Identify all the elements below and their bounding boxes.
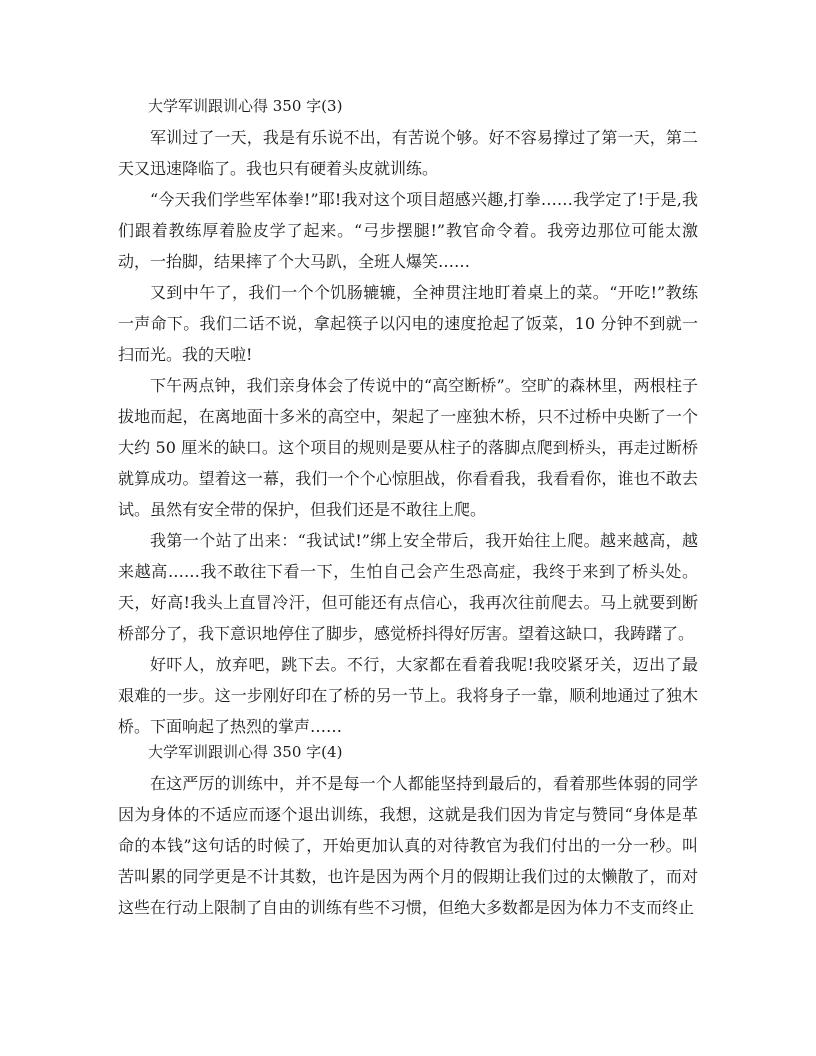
document-page xyxy=(118,96,698,923)
section-title: 大学军训跟训心得 350 字(4) xyxy=(148,743,343,761)
paragraph: 我第一个站了出来：“我试试!”绑上安全带后，我开始往上爬。越来越高，越来越高……我不敢往下看一下，生怕自己会产生恐高症，我终于来到了桥头处。天，好高!我头上直冒冷汗，但可能还有点信心，我再次往前爬去。马上就要到断桥部分了，我下意识地停住了脚步，感觉桥抖得好厉害。望着这缺口，我踌躇了。 xyxy=(118,531,698,643)
section-3 xyxy=(118,96,698,742)
paragraph: 下午两点钟，我们亲身体会了传说中的“高空断桥”。空旷的森林里，两根柱子拔地而起，在离地面十多米的高空中，架起了一座独木桥，只不过桥中央断了一个大约 50 厘米的缺口。这个项目的规则是要从柱子的落脚点爬到桥头，再走过断桥就算成功。望着这一幕，我们一个个心惊胆战，你看看我，我看看你，谁也不敢去试。虽然有安全带的保护，但我们还是不敢往上爬。 xyxy=(118,376,698,519)
section-title: 大学军训跟训心得 350 字(3) xyxy=(148,97,343,115)
paragraph: 好吓人，放弃吧，跳下去。不行，大家都在看着我呢!我咬紧牙关，迈出了最艰难的一步。这一步刚好印在了桥的另一节上。我将身子一靠，顺利地通过了独木桥。下面响起了热烈的掌声…… xyxy=(118,655,698,736)
paragraph: 军训过了一天，我是有乐说不出，有苦说个够。好不容易撑过了第一天，第二天又迅速降临了。我也只有硬着头皮就训练。 xyxy=(118,128,698,178)
paragraph: “今天我们学些军体拳!”耶!我对这个项目超感兴趣,打拳……我学定了!于是,我们跟着教练厚着脸皮学了起来。“弓步摆腿!”教官命令着。我旁边那位可能太激动，一抬脚，结果摔了个大马趴，全班人爆笑…… xyxy=(118,190,698,271)
paragraph: 在这严厉的训练中，并不是每一个人都能坚持到最后的，看着那些体弱的同学因为身体的不适应而逐个退出训练，我想，这就是我们因为肯定与赞同“身体是革命的本钱”这句话的时候了，开始更加认真的对待教官为我们付出的一分一秒。叫苦叫累的同学更是不计其数，也许是因为两个月的假期让我们过的太懒散了，而对这些在行动上限制了自由的训练有些不习惯，但绝大多数都是因为体力不支而终止 xyxy=(118,774,698,917)
section-4 xyxy=(118,742,698,923)
paragraph: 又到中午了，我们一个个饥肠辘辘，全神贯注地盯着桌上的菜。“开吃!”教练一声命下。我们二话不说，拿起筷子以闪电的速度抢起了饭菜，10 分钟不到就一扫而光。我的天啦! xyxy=(118,283,698,364)
